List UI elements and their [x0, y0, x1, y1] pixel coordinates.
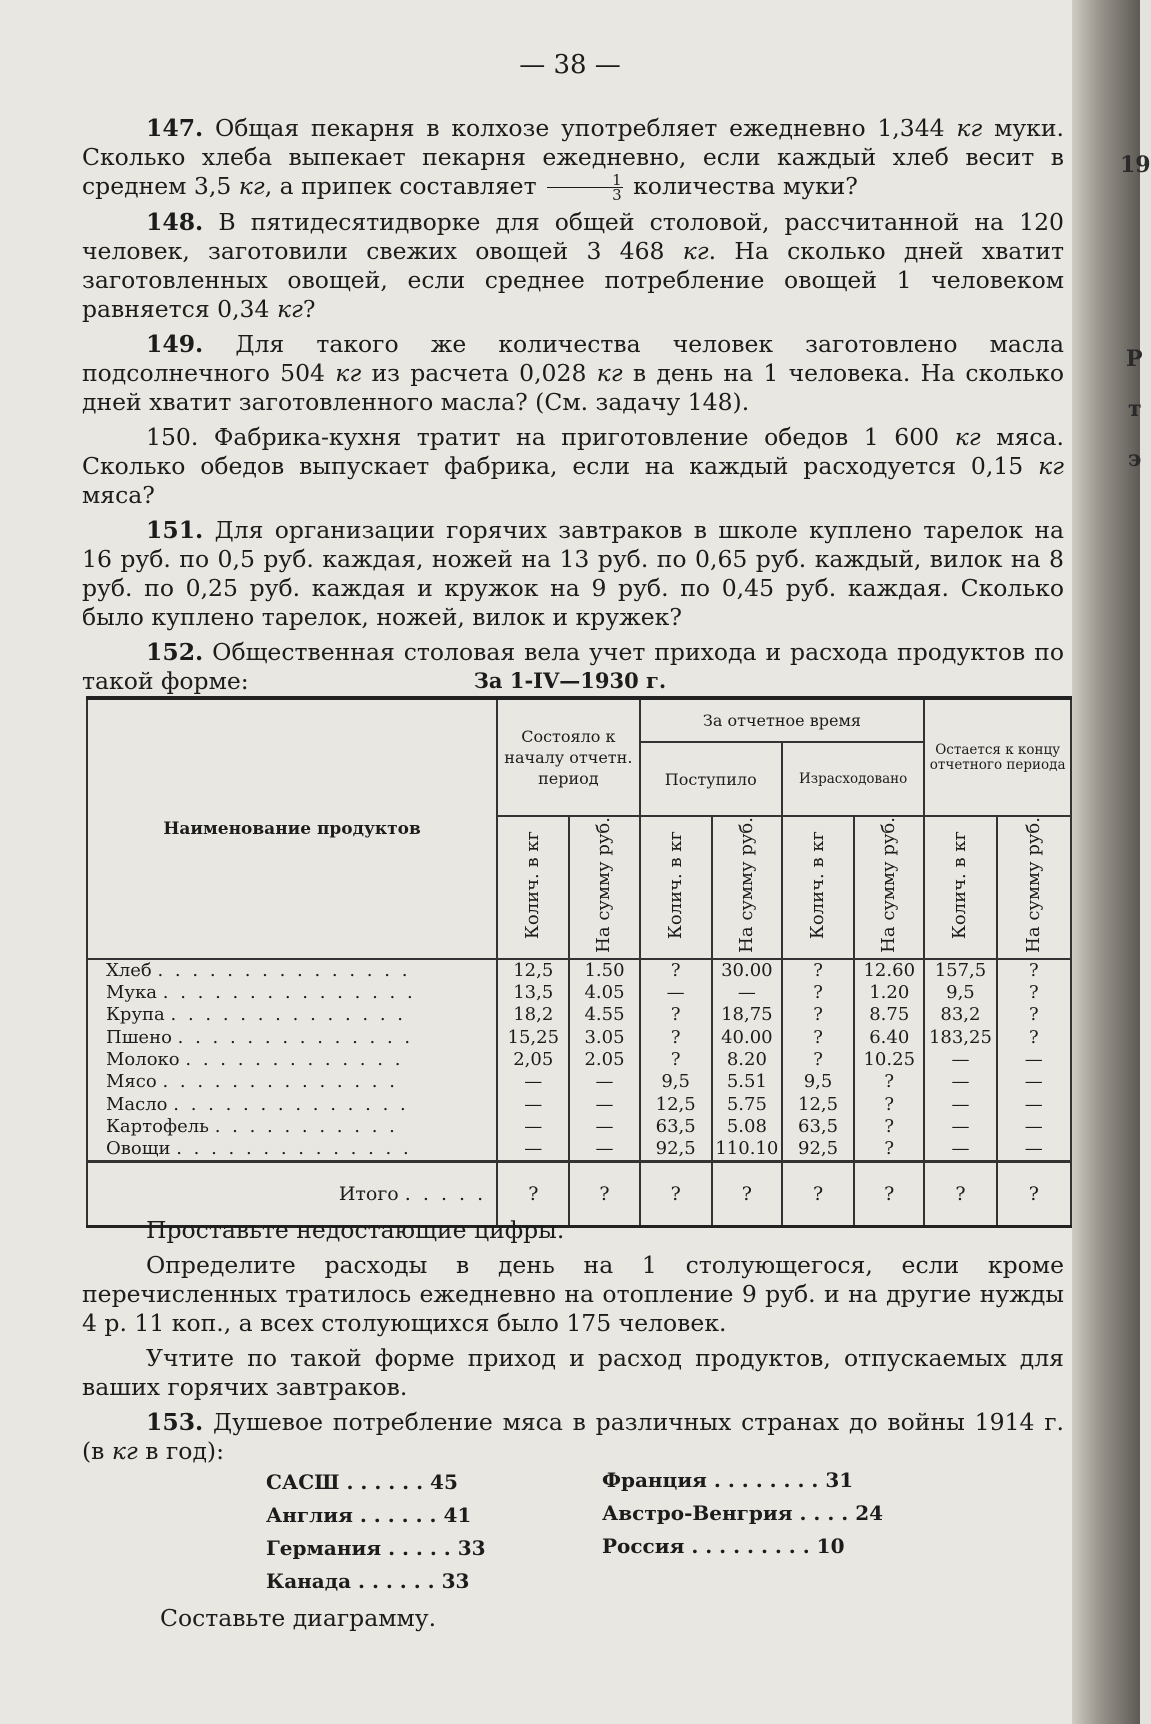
list-item: Франция . . . . . . . . 31: [602, 1468, 854, 1492]
problem-150: 150. Фабрика-кухня тратит на приготовление обедов 1 600 кг мяса. Сколько обедов выпускает фабрика, если на каждый расходуется 0,15 кг мяса?: [82, 423, 1064, 509]
meat-list-left: [266, 1466, 486, 1598]
col-out-qty: ? ? ? ? ? 9,5 12,5 63,5 92,5: [782, 959, 854, 1162]
col-end-sum: ? ? ? ? — — — — —: [997, 959, 1071, 1162]
total-cell: ?: [997, 1162, 1071, 1227]
fill-instruction: Проставьте недостающие цифры.: [146, 1216, 565, 1244]
after-table-block: [82, 1216, 1064, 1472]
col-out-sum: 12.60 1.20 8.75 6.40 10.25 ? ? ? ?: [854, 959, 924, 1162]
edge-mark: т: [1128, 396, 1142, 422]
header-start: Состояло к началу отчетн. период: [497, 698, 639, 816]
problem-153: 153. Душевое потребление мяса в различных странах до войны 1914 г. (в кг в год):: [82, 1408, 1064, 1465]
total-cell: ?: [782, 1162, 854, 1227]
total-cell: ?: [712, 1162, 782, 1227]
list-item: Канада . . . . . . 33: [266, 1569, 470, 1593]
header-received: Поступило: [640, 742, 782, 816]
total-label: Итого . . . . .: [87, 1162, 497, 1227]
problem-147: 147. Общая пекарня в колхозе употребляет ежедневно 1,344 кг муки. Сколько хлеба выпекает пекарня ежедневно, если каждый хлеб весит в среднем 3,5 кг, а припек составляет $\frac{1}{3}$ количества муки?: [82, 114, 1064, 204]
expenses-task: Определите расходы в день на 1 столующегося, если кроме перечисленных тратилось ежедневно на отопление 9 руб. и на другие нужды 4 р. 11 коп., а всех столующихся было 175 человек.: [82, 1251, 1064, 1337]
list-item: САСШ . . . . . . 45: [266, 1470, 458, 1494]
product-names: Хлеб . . . . . . . . . . . . . . . Мука . . . . . . . . . . . . . . . Крупа . . . . . . . . . . . . . . Пшено . . . . . . . . . . . . . . Молоко . . . . . . . . . . . . . Мясо . . . . . . . . . . . . . . Масло . . . . . . . . . . . . . . Картофель . . . . . . . . . . . Овощи . . . . . . . . . . . . . .: [87, 959, 497, 1162]
col-start-qty: 12,5 13,5 18,2 15,25 2,05 — — — —: [497, 959, 569, 1162]
total-cell: ?: [640, 1162, 712, 1227]
header-end: Остается к концу отчетного периода: [924, 698, 1071, 816]
facing-page-edge: [1072, 0, 1151, 1724]
header-qty: Колич. в кг: [497, 816, 569, 959]
diagram-task: Составьте диаграмму.: [160, 1604, 437, 1632]
col-start-sum: 1.50 4.05 4.55 3.05 2.05 — — — —: [569, 959, 639, 1162]
header-period: За отчетное время: [640, 698, 925, 742]
problems-block: [82, 114, 1064, 702]
table-caption: За 1-IV—1930 г.: [473, 668, 667, 693]
problem-151: 151. Для организации горячих завтраков в школе куплено тарелок на 16 руб. по 0,5 руб. каждая, ножей на 13 руб. по 0,65 руб. каждый, вилок на 8 руб. по 0,25 руб. каждая и кружок на 9 руб. по 0,45 руб. каждая. Сколько было куплено тарелок, ножей, вилок и кружек?: [82, 516, 1064, 631]
col-end-qty: 157,5 9,5 83,2 183,25 — — — — —: [924, 959, 996, 1162]
total-cell: ?: [924, 1162, 996, 1227]
header-product: Наименование продуктов: [87, 698, 497, 959]
problem-152: 152. Общественная столовая вела учет прихода и расхода продуктов по такой форме:: [82, 638, 1064, 695]
record-task: Учтите по такой форме приход и расход продуктов, отпускаемых для ваших горячих завтраков.: [82, 1344, 1064, 1401]
col-in-qty: ? — ? ? ? 9,5 12,5 63,5 92,5: [640, 959, 712, 1162]
header-qty: Колич. в кг: [782, 816, 854, 959]
total-cell: ?: [497, 1162, 569, 1227]
list-item: Германия . . . . . 33: [266, 1536, 486, 1560]
problem-148: 148. В пятидесятидворке для общей столовой, рассчитанной на 120 человек, заготовили свежих овощей 3 468 кг. На сколько дней хватит заготовленных овощей, если среднее потребление овощей 1 человеком равняется 0,34 кг?: [82, 208, 1064, 323]
header-spent: Израсходовано: [782, 742, 924, 816]
total-cell: ?: [854, 1162, 924, 1227]
header-qty: Колич. в кг: [924, 816, 996, 959]
list-item: Россия . . . . . . . . . 10: [602, 1534, 845, 1558]
header-sum: На сумму руб.: [569, 816, 639, 959]
header-sum: На сумму руб.: [712, 816, 782, 959]
food-ledger-table: [86, 696, 1072, 1228]
problem-149: 149. Для такого же количества человек заготовлено масла подсолнечного 504 кг из расчета 0,028 кг в день на 1 человека. На сколько дней хватит заготовленного масла? (См. задачу 148).: [82, 330, 1064, 416]
header-qty: Колич. в кг: [640, 816, 712, 959]
page-number: — 38 —: [519, 50, 621, 80]
list-item: Австро-Венгрия . . . . 24: [602, 1501, 884, 1525]
edge-mark: э: [1128, 446, 1142, 472]
total-cell: ?: [569, 1162, 639, 1227]
fraction: $\frac{1}{3}$: [547, 173, 623, 202]
header-sum: На сумму руб.: [997, 816, 1071, 959]
edge-mark: Р: [1126, 346, 1143, 372]
meat-list-right: [602, 1464, 883, 1563]
edge-mark: 19: [1120, 152, 1151, 178]
header-sum: На сумму руб.: [854, 816, 924, 959]
diagram-task-block: [82, 1604, 1064, 1639]
col-in-sum: 30.00 — 18,75 40.00 8.20 5.51 5.75 5.08 110.10: [712, 959, 782, 1162]
list-item: Англия . . . . . . 41: [266, 1503, 472, 1527]
